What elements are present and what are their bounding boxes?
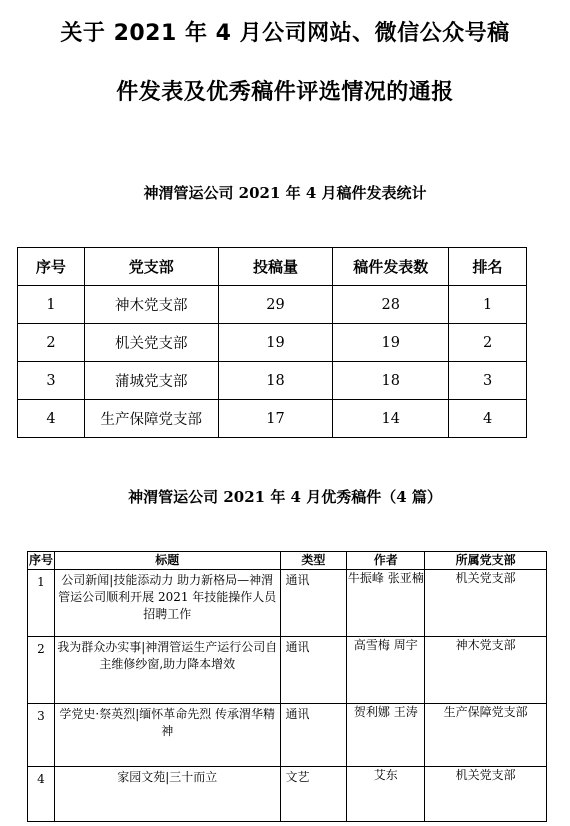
stats-cell-submitted: 18 (218, 362, 333, 400)
table-row (28, 767, 547, 822)
article-cell-author: 牛振峰 张亚楠 (347, 570, 425, 637)
table-row (18, 400, 527, 438)
stats-header-row (18, 248, 527, 286)
articles-header-no: 序号 (28, 552, 55, 570)
article-cell-branch: 机关党支部 (425, 767, 547, 822)
stats-table (17, 247, 527, 438)
stats-cell-rank: 3 (449, 362, 527, 400)
document-title-line-1: 关于 2021 年 4 月公司网站、微信公众号稿 (60, 21, 510, 46)
article-cell-branch: 机关党支部 (425, 570, 547, 637)
stats-cell-published: 19 (333, 324, 449, 362)
article-cell-title: 家园文苑|三十而立 (54, 767, 280, 822)
article-cell-no: 3 (28, 704, 55, 767)
stats-cell-submitted: 29 (218, 286, 333, 324)
article-cell-author: 艾东 (347, 767, 425, 822)
table-row (18, 286, 527, 324)
stats-cell-no: 1 (18, 286, 85, 324)
stats-cell-no: 4 (18, 400, 85, 438)
stats-header-no: 序号 (18, 248, 85, 286)
article-cell-no: 2 (28, 637, 55, 704)
stats-cell-branch: 机关党支部 (84, 324, 218, 362)
stats-section-title: 神渭管运公司 2021 年 4 月稿件发表统计 (143, 184, 427, 202)
article-cell-author: 高雪梅 周宇 (347, 637, 425, 704)
table-row (18, 362, 527, 400)
stats-cell-branch: 神木党支部 (84, 286, 218, 324)
article-cell-no: 4 (28, 767, 55, 822)
stats-header-rank: 排名 (449, 248, 527, 286)
article-cell-branch: 神木党支部 (425, 637, 547, 704)
articles-table (27, 551, 547, 822)
stats-cell-no: 2 (18, 324, 85, 362)
article-cell-type: 文艺 (280, 767, 347, 822)
article-cell-no: 1 (28, 570, 55, 637)
article-cell-type: 通讯 (280, 637, 347, 704)
articles-header-title: 标题 (54, 552, 280, 570)
stats-cell-published: 18 (333, 362, 449, 400)
stats-header-branch: 党支部 (84, 248, 218, 286)
articles-header-author: 作者 (347, 552, 425, 570)
table-row (28, 570, 547, 637)
article-cell-title: 学党史·祭英烈|缅怀革命先烈 传承渭华精神 (54, 704, 280, 767)
articles-header-branch: 所属党支部 (425, 552, 547, 570)
stats-cell-rank: 1 (449, 286, 527, 324)
article-cell-branch: 生产保障党支部 (425, 704, 547, 767)
stats-cell-rank: 4 (449, 400, 527, 438)
article-cell-type: 通讯 (280, 704, 347, 767)
stats-header-submitted: 投稿量 (218, 248, 333, 286)
stats-cell-published: 14 (333, 400, 449, 438)
stats-cell-submitted: 19 (218, 324, 333, 362)
article-cell-title: 我为群众办实事|神渭管运生产运行公司自主维修纱窗,助力降本增效 (54, 637, 280, 704)
article-cell-title: 公司新闻|技能添动力 助力新格局—神渭管运公司顺利开展 2021 年技能操作人员招聘工作 (54, 570, 280, 637)
table-row (28, 704, 547, 767)
article-cell-type: 通讯 (280, 570, 347, 637)
table-row (28, 637, 547, 704)
articles-header-row (28, 552, 547, 570)
stats-header-published: 稿件发表数 (333, 248, 449, 286)
table-row (18, 324, 527, 362)
stats-cell-branch: 蒲城党支部 (84, 362, 218, 400)
stats-cell-published: 28 (333, 286, 449, 324)
stats-cell-branch: 生产保障党支部 (84, 400, 218, 438)
articles-section-title: 神渭管运公司 2021 年 4 月优秀稿件（4 篇） (128, 488, 442, 506)
article-cell-author: 贺利娜 王涛 (347, 704, 425, 767)
document-title-line-2: 件发表及优秀稿件评选情况的通报 (116, 80, 454, 105)
articles-header-type: 类型 (280, 552, 347, 570)
stats-cell-rank: 2 (449, 324, 527, 362)
stats-cell-no: 3 (18, 362, 85, 400)
stats-cell-submitted: 17 (218, 400, 333, 438)
